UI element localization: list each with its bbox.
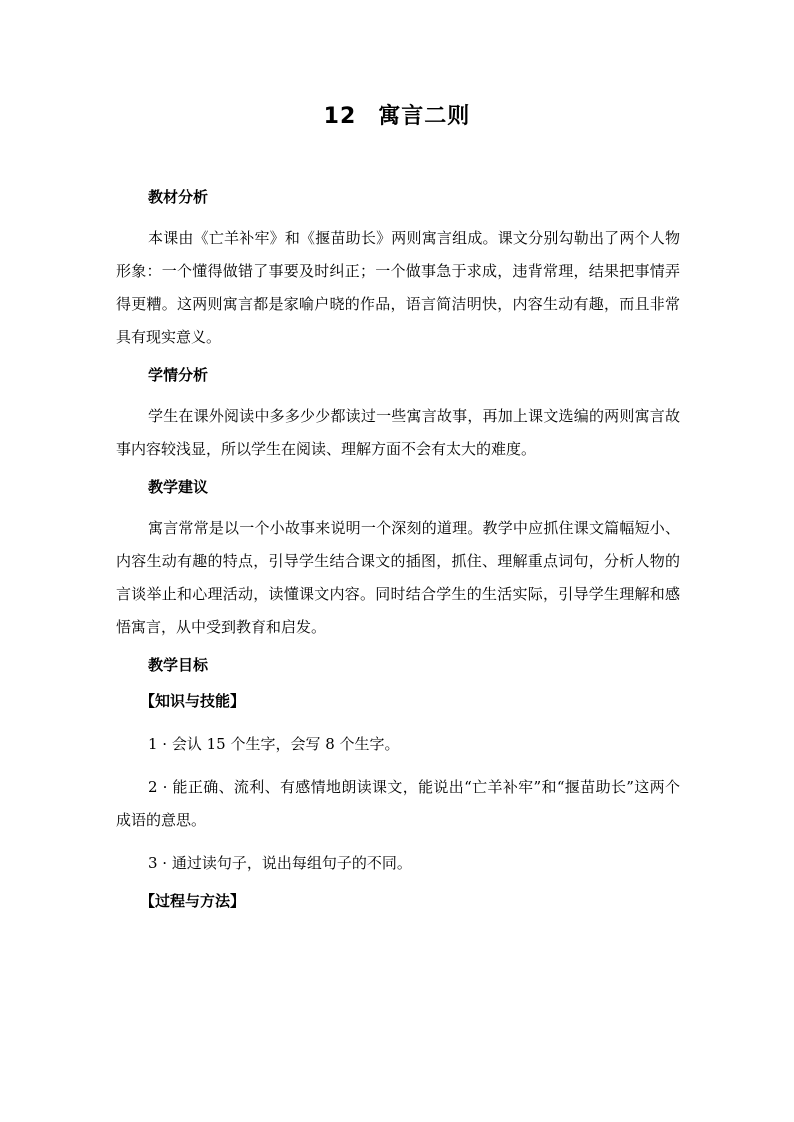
goal-item-2: 2 · 能正确、流利、有感情地朗读课文，能说出“亡羊补牢”和“揠苗助长”这两个成语的意思。 <box>116 778 680 829</box>
lesson-title: 寓言二则 <box>378 104 471 129</box>
paragraph-students: 学生在课外阅读中多多少少都读过一些寓言故事，再加上课文选编的两则寓言故事内容较浅显，所以学生在阅读、理解方面不会有太大的难度。 <box>116 407 680 458</box>
paragraph-analysis: 本课由《亡羊补牢》和《揠苗助长》两则寓言组成。课文分别勾勒出了两个人物形象：一个懂得做错了事要及时纠正；一个做事急于求成，违背常理，结果把事情弄得更糟。这两则寓言都是家喻户晓的作品，语言简洁明快，内容生动有趣，而且非常具有现实意义。 <box>116 229 680 346</box>
subheading-process: 【过程与方法】 <box>140 892 246 910</box>
lesson-number: 12 <box>323 104 357 129</box>
goal-item-1: 1 · 会认 15 个生字，会写 8 个生字。 <box>148 735 400 753</box>
heading-analysis: 教材分析 <box>148 188 209 206</box>
page-title <box>0 100 794 134</box>
heading-goals: 教学目标 <box>148 656 209 674</box>
heading-suggestions: 教学建议 <box>148 478 209 496</box>
goal-item-3: 3 · 通过读句子，说出每组句子的不同。 <box>148 854 412 872</box>
subheading-knowledge: 【知识与技能】 <box>140 692 246 710</box>
heading-students: 学情分析 <box>148 366 209 384</box>
paragraph-suggestions: 寓言常常是以一个小故事来说明一个深刻的道理。教学中应抓住课文篇幅短小、内容生动有趣的特点，引导学生结合课文的插图，抓住、理解重点词句，分析人物的言谈举止和心理活动，读懂课文内容。同时结合学生的生活实际，引导学生理解和感悟寓言，从中受到教育和启发。 <box>116 519 680 636</box>
document-body <box>116 186 680 928</box>
